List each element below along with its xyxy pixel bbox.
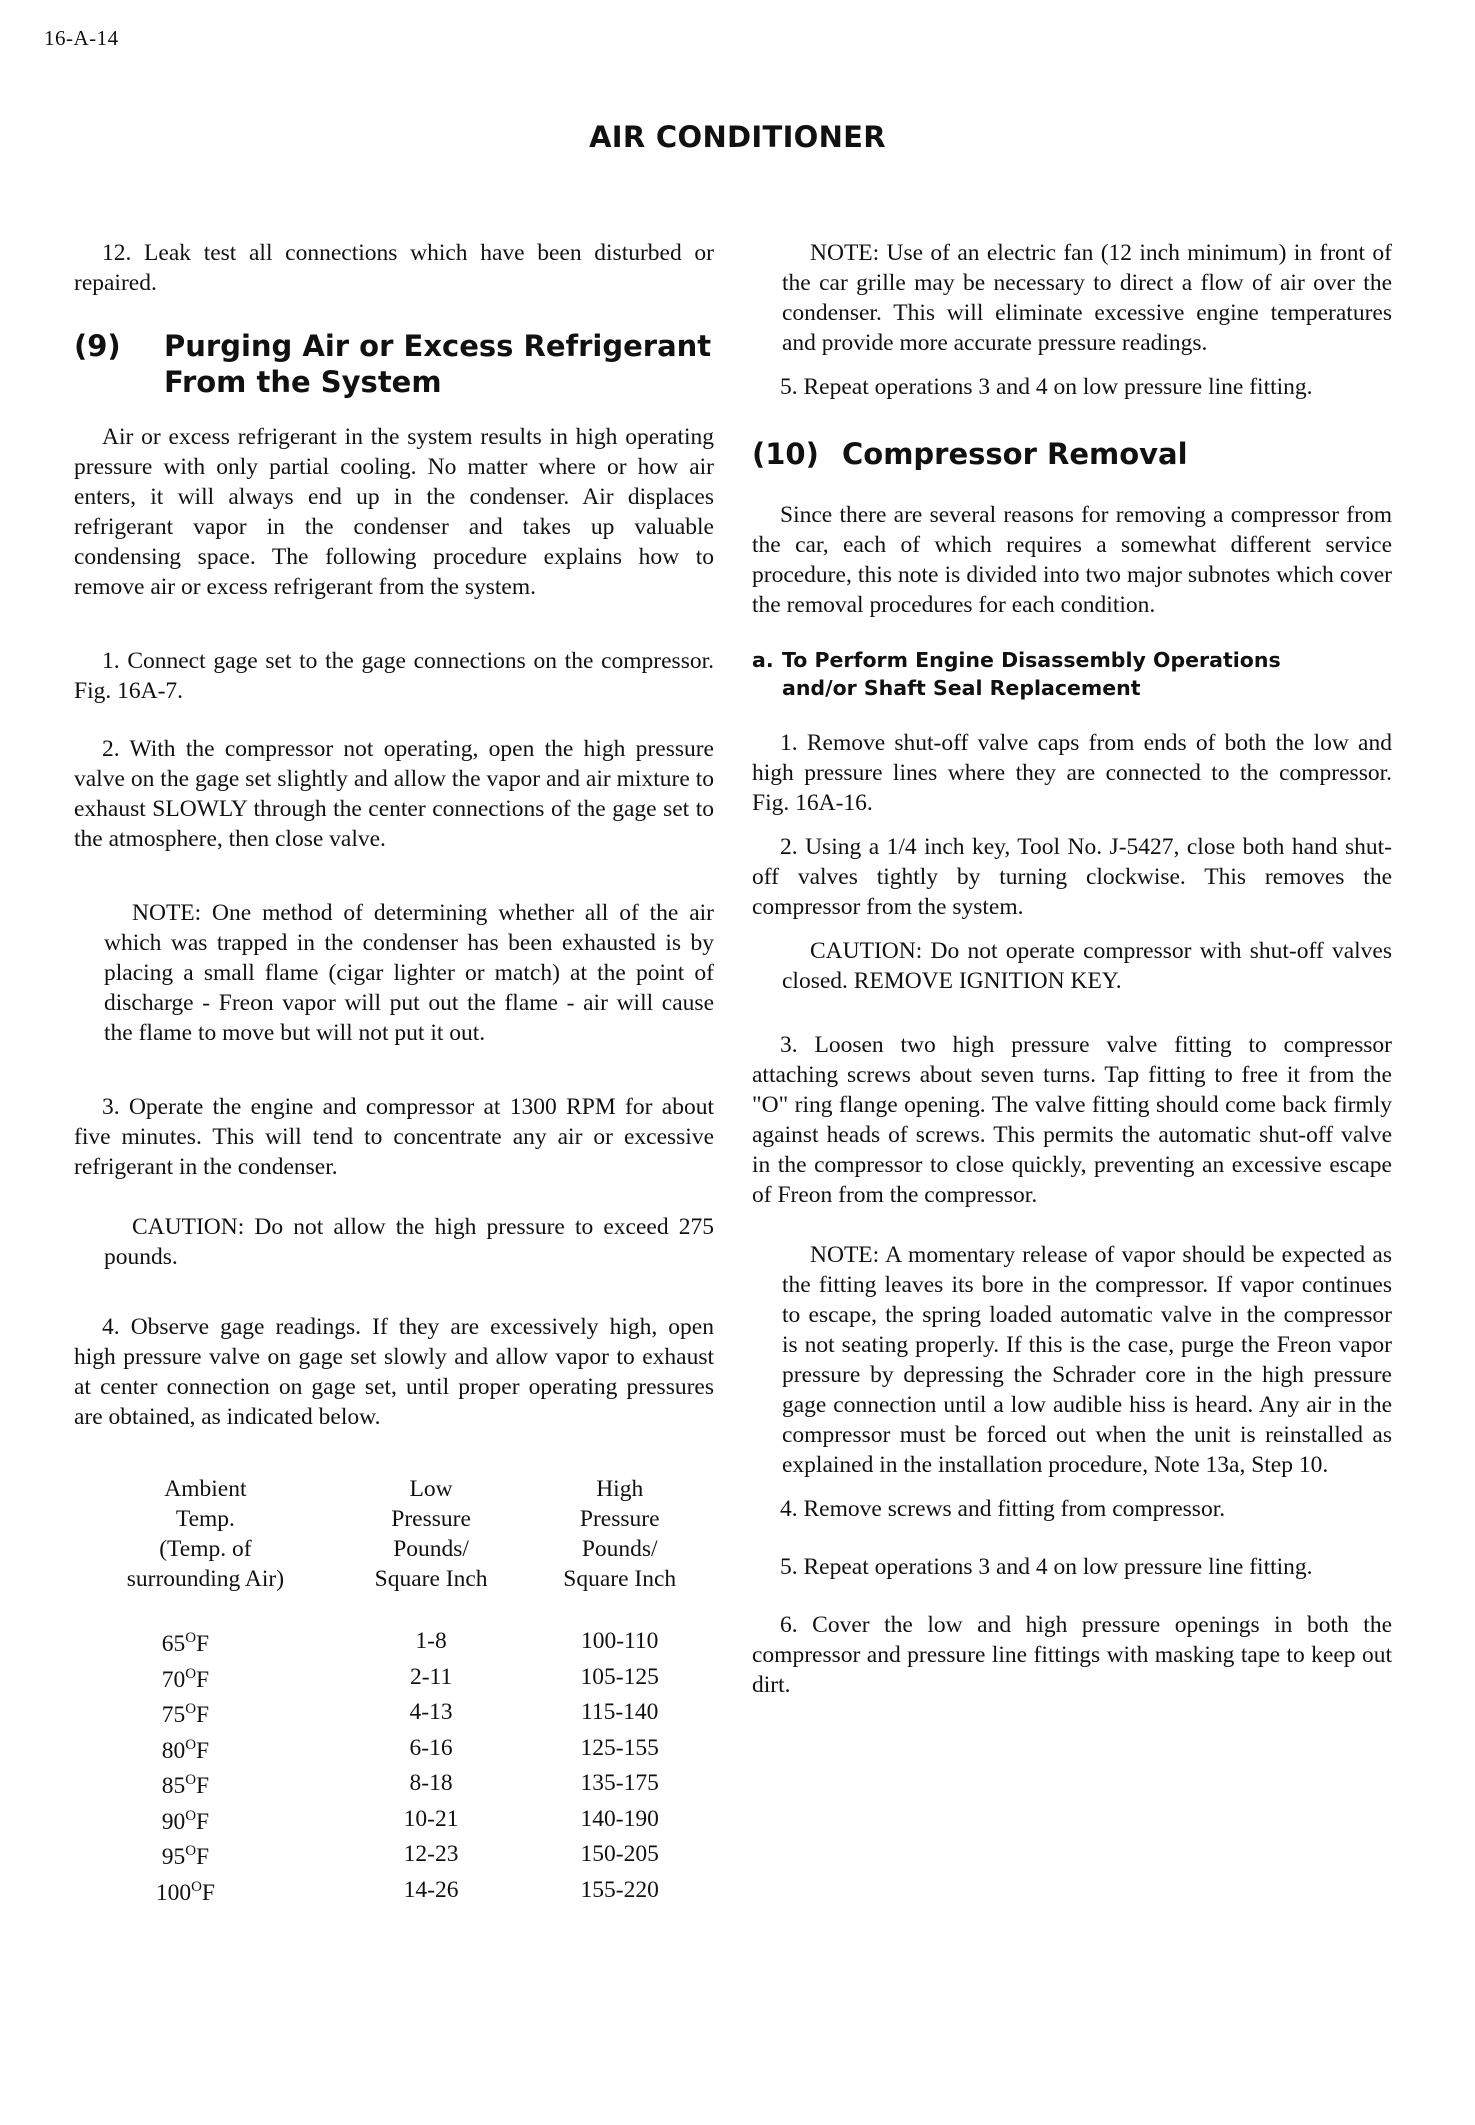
note-vapor-release: NOTE: A momentary release of vapor should be expected as the fitting leaves its bore in the compressor. If vapor continues to escape, the spring loaded automatic valve in the compressor is not seating properly. If this is the case, purge the Freon vapor pressure by depressing the Schrader core in the high pressure gage connection until a low audible hiss is heard. Any air in the compressor must be forced out when the unit is reinstalled as explained in the installation procedure, Note 13a, Step 10. [782, 1242, 1392, 1478]
degree-symbol: O [185, 1736, 197, 1753]
low-pressure-cell: 10-21 [403, 1805, 459, 1832]
table-row [74, 1660, 714, 1696]
low-pressure-cell: 8-18 [409, 1770, 453, 1796]
subsection-a-heading [752, 646, 1392, 702]
purge-step-3: 3. Operate the engine and compressor at 1300 RPM for about five minutes. This will tend to concentrate any air or excessive refrigerant in the condenser. [74, 1094, 714, 1180]
high-pressure-cell: 135-175 [580, 1770, 659, 1796]
header-low-pressure: Low Pressure Pounds/ Square Inch [374, 1476, 488, 1592]
high-pressure-cell: 100-110 [580, 1628, 659, 1654]
section-title-line2: From the System [164, 365, 442, 399]
ambient-temp-cell: $85^OF$ [161, 1772, 210, 1799]
degree-symbol: O [191, 1878, 202, 1895]
high-pressure-cell: 115-140 [580, 1699, 659, 1725]
purge-step-4: 4. Observe gage readings. If they are excessively high, open high pressure valve on gage set slowly and allow vapor to exhaust at center connection on gage set, until proper operating pressures are obtained, as indicated below. [74, 1314, 714, 1430]
section-title: Compressor Removal [842, 437, 1188, 471]
header-ambient-temp: Ambient Temp. (Temp. of surrounding Air) [126, 1476, 285, 1592]
left-column [74, 238, 714, 1908]
removal-step-3: 3. Loosen two high pressure valve fitting to compressor attaching screws about seven turns. Tap fitting to free it from the "O" ring flange opening. The valve fitting should come back firmly against heads of screws. This permits the automatic shut-off valve in the compressor to close quickly, preventing an excessive escape of Freon from the compressor. [752, 1032, 1392, 1208]
removal-step-5: 5. Repeat operations 3 and 4 on low pressure line fitting. [780, 1554, 1313, 1580]
low-pressure-cell: 6-16 [409, 1734, 453, 1761]
ambient-temp-cell: $80^OF$ [161, 1736, 210, 1764]
table-row [74, 1731, 714, 1767]
section-number: (9) [74, 329, 121, 363]
table-header-row [74, 1474, 714, 1594]
high-pressure-cell: 150-205 [580, 1841, 659, 1867]
high-pressure-cell: 140-190 [580, 1805, 659, 1832]
high-pressure-cell: 155-220 [580, 1876, 659, 1903]
running-head: AIR CONDITIONER [589, 120, 886, 154]
removal-step-6: 6. Cover the low and high pressure openings in both the compressor and pressure line fittings with masking tape to keep out dirt. [752, 1612, 1392, 1698]
subsection-label: a. [752, 648, 774, 672]
purge-step-1: 1. Connect gage set to the gage connections on the compressor. Fig. 16A-7. [74, 648, 714, 704]
pressure-table [74, 1474, 714, 1908]
section-10-heading [752, 436, 1392, 472]
table-row [74, 1624, 714, 1660]
degree-symbol: O [185, 1630, 197, 1646]
table-row [74, 1695, 714, 1731]
subsection-title-line1: To Perform Engine Disassembly Operations [782, 648, 1281, 672]
table-row [74, 1766, 714, 1802]
section-title-line1: Purging Air or Excess Refrigerant [164, 329, 712, 363]
note-electric-fan: NOTE: Use of an electric fan (12 inch minimum) in front of the car grille may be necessary to direct a flow of air over the condenser. This will eliminate excessive engine temperatures and provide more accurate pressure readings. [782, 240, 1392, 356]
header-high-pressure: High Pressure Pounds/ Square Inch [563, 1476, 677, 1592]
section-9-intro: Air or excess refrigerant in the system results in high operating pressure with only partial cooling. No matter where or how air enters, it will always end up in the condenser. Air displaces refrigerant vapor in the condenser and takes up valuable condensing space. The following procedure explains how to remove air or excess refrigerant from the system. [74, 424, 714, 600]
page-number: 16-A-14 [44, 26, 119, 50]
degree-symbol: O [185, 1665, 197, 1682]
right-column [752, 238, 1392, 1700]
caution-high-pressure: CAUTION: Do not allow the high pressure to exceed 275 pounds. [104, 1214, 714, 1270]
degree-symbol: O [185, 1772, 197, 1788]
low-pressure-cell: 2-11 [409, 1663, 453, 1690]
subsection-title-line2: and/or Shaft Seal Replacement [782, 676, 1141, 700]
ambient-temp-cell: $70^OF$ [161, 1665, 210, 1693]
ambient-temp-cell: $95^OF$ [161, 1843, 210, 1870]
high-pressure-cell: 105-125 [580, 1663, 659, 1690]
low-pressure-cell: 1-8 [415, 1628, 447, 1654]
low-pressure-cell: 4-13 [409, 1699, 453, 1725]
ambient-temp-cell: $100^OF$ [155, 1878, 215, 1906]
degree-symbol: O [185, 1807, 197, 1824]
removal-step-2: 2. Using a 1/4 inch key, Tool No. J-5427, close both hand shut-off valves tightly by turning clockwise. This removes the compressor from the system. [752, 834, 1392, 920]
ambient-temp-cell: $65^OF$ [161, 1630, 210, 1657]
step-12: 12. Leak test all connections which have been disturbed or repaired. [74, 240, 714, 296]
removal-step-4: 4. Remove screws and fitting from compressor. [780, 1496, 1226, 1522]
ambient-temp-cell: $75^OF$ [161, 1701, 210, 1728]
caution-ignition-key: CAUTION: Do not operate compressor with shut-off valves closed. REMOVE IGNITION KEY. [782, 938, 1392, 994]
section-9-heading [74, 328, 714, 400]
purge-step-5: 5. Repeat operations 3 and 4 on low pressure line fitting. [780, 374, 1313, 400]
section-10-intro: Since there are several reasons for removing a compressor from the car, each of which requires a somewhat different service procedure, this note is divided into two major subnotes which cover the removal procedures for each condition. [752, 502, 1392, 618]
high-pressure-cell: 125-155 [580, 1734, 659, 1761]
ambient-temp-cell: $90^OF$ [161, 1807, 210, 1835]
low-pressure-cell: 12-23 [403, 1841, 459, 1867]
note-flame-test: NOTE: One method of determining whether all of the air which was trapped in the condenser has been exhausted is by placing a small flame (cigar lighter or match) at the point of discharge - Freon vapor will put out the flame - air will cause the flame to move but will not put it out. [104, 900, 714, 1046]
table-row [74, 1802, 714, 1838]
degree-symbol: O [185, 1843, 197, 1859]
table-row [74, 1873, 714, 1909]
section-number: (10) [752, 437, 819, 471]
low-pressure-cell: 14-26 [403, 1876, 459, 1903]
removal-step-1: 1. Remove shut-off valve caps from ends of both the low and high pressure lines where they are connected to the compressor. Fig. 16A-16. [752, 730, 1392, 816]
table-row [74, 1837, 714, 1873]
degree-symbol: O [185, 1701, 197, 1717]
purge-step-2: 2. With the compressor not operating, open the high pressure valve on the gage set slightly and allow the vapor and air mixture to exhaust SLOWLY through the center connections of the gage set to the atmosphere, then close valve. [74, 736, 714, 852]
